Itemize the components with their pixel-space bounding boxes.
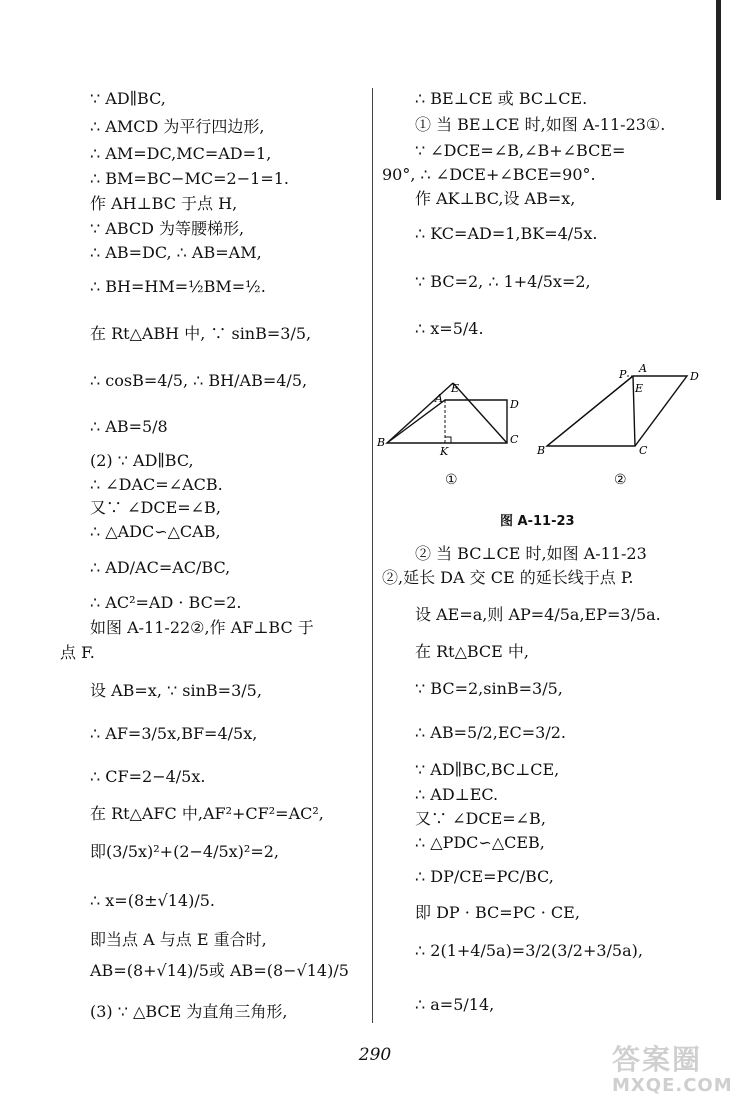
text-line: 在 Rt△BCE 中, [415,642,530,661]
column-divider [372,88,373,1023]
text-line: ① 当 BE⊥CE 时,如图 A-11-23①. [415,115,666,134]
text-line: AB=(8+√14)/5或 AB=(8−√14)/5 [90,961,349,980]
text-line: ∵ AD∥BC,BC⊥CE, [415,760,560,779]
text-line: (3) ∵ △BCE 为直角三角形, [90,1002,288,1021]
text-line: ∴ AC²=AD · BC=2. [90,593,242,612]
text-line: ∴ DP/CE=PC/BC, [415,867,554,886]
point-label: D [690,370,699,383]
text-line: ∴ KC=AD=1,BK=4/5x. [415,224,598,243]
text-line: ∴ AM=DC,MC=AD=1, [90,144,272,163]
text-line: ∵ ∠DCE=∠B,∠B+∠BCE= [415,141,626,160]
text-line: ∴ BH=HM=½BM=½. [90,277,266,296]
text-line: ∵ AD∥BC, [90,89,166,108]
point-label: A [435,392,443,405]
text-line: 90°, ∴ ∠DCE+∠BCE=90°. [382,165,596,184]
figure-1-label: ① [445,472,458,488]
text-line: ∵ BC=2,sinB=3/5, [415,679,563,698]
point-label: A [639,362,647,375]
point-label: C [639,444,648,457]
text-line: 即 DP · BC=PC · CE, [415,903,580,922]
text-line: ∴ AD/AC=AC/BC, [90,558,231,577]
point-label: E [451,382,460,395]
text-line: ∴ AF=3/5x,BF=4/5x, [90,724,258,743]
page-number: 290 [358,1045,392,1065]
page-edge-bar [716,0,721,200]
text-line: 设 AE=a,则 AP=4/5a,EP=3/5a. [415,605,661,624]
text-line: ∴ ∠DAC=∠ACB. [90,475,223,494]
text-line: ∴ AB=5/2,EC=3/2. [415,723,566,742]
text-line: (2) ∵ AD∥BC, [90,451,194,470]
watermark-logo [612,1045,742,1103]
text-line: ∴ x=5/4. [415,319,484,338]
text-line: 设 AB=x, ∵ sinB=3/5, [90,681,262,700]
text-line: ∴ BM=BC−MC=2−1=1. [90,169,289,188]
text-line: ∴ 2(1+4/5a)=3/2(3/2+3/5a), [415,941,643,960]
text-line: ∴ AB=DC, ∴ AB=AM, [90,243,262,262]
text-line: ∴ AB=5/8 [90,417,168,436]
text-line: ②,延长 DA 交 CE 的延长线于点 P. [382,568,634,587]
watermark-url: MXQE.COM [612,1075,733,1096]
figure-2-label: ② [614,472,627,488]
text-line: 作 AK⊥BC,设 AB=x, [415,189,576,208]
text-line: 即(3/5x)²+(2−4/5x)²=2, [90,842,280,861]
point-label: K [440,445,449,458]
text-line: ∴ BE⊥CE 或 BC⊥CE. [415,89,588,108]
text-line: ② 当 BC⊥CE 时,如图 A-11-23 [415,544,647,563]
point-label: B [377,436,386,449]
figure-caption: 图 A-11-23 [500,514,575,529]
text-line: 在 Rt△ABH 中, ∵ sinB=3/5, [90,324,312,343]
watermark-text: 答案圈 [612,1043,703,1076]
text-line: ∴ △ADC∽△CAB, [90,522,221,541]
text-line: 又∵ ∠DCE=∠B, [415,809,546,828]
text-line: ∴ cosB=4/5, ∴ BH/AB=4/5, [90,371,308,390]
text-line: 在 Rt△AFC 中,AF²+CF²=AC², [90,804,324,823]
text-line: 又∵ ∠DCE=∠B, [90,498,221,517]
figure-2-diagram [535,362,715,462]
text-line: 如图 A-11-22②,作 AF⊥BC 于 [90,618,314,637]
point-label: B [537,444,546,457]
point-label: D [510,398,519,411]
text-line: 即当点 A 与点 E 重合时, [90,930,267,949]
text-line: ∴ CF=2−4/5x. [90,767,206,786]
text-line: ∴ AMCD 为平行四边形, [90,117,265,136]
text-line: 点 F. [60,643,95,662]
text-line: 作 AH⊥BC 于点 H, [90,194,238,213]
text-line: ∴ x=(8±√14)/5. [90,891,215,910]
point-label: P [619,368,627,381]
text-line: ∴ △PDC∽△CEB, [415,833,545,852]
text-line: ∵ ABCD 为等腰梯形, [90,219,245,238]
point-label: E [635,382,644,395]
text-line: ∴ a=5/14, [415,995,495,1014]
text-line: ∵ BC=2, ∴ 1+4/5x=2, [415,272,591,291]
point-label: C [510,433,519,446]
text-line: ∴ AD⊥EC. [415,785,499,804]
figure-1-diagram [375,375,535,465]
